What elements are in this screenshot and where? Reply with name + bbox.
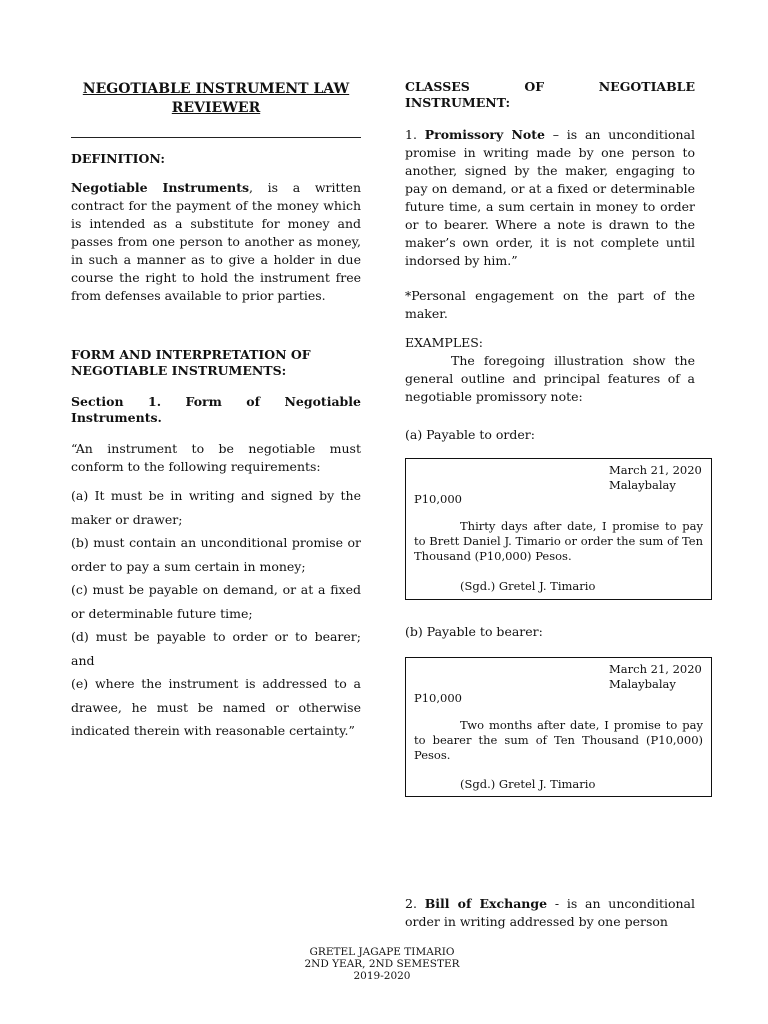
example-b-label: (b) Payable to bearer:: [405, 624, 543, 639]
footer-school-year: 2019-2020: [353, 970, 411, 982]
requirement-item: (e) where the instrument is addressed to a drawee, he must be named or otherwise indicated therein with reasonable certainty.”: [71, 676, 361, 738]
examples-text: The foregoing illustration show the general outline and principal features of a negotiable promissory note:: [405, 353, 695, 404]
document-title: NEGOTIABLE INSTRUMENT LAW REVIEWER: [82, 81, 350, 116]
title-divider: [71, 137, 361, 138]
definition-text: , is a written contract for the payment of the money which is intended as a substitute for money and passes from one person to another as money, in such a manner as to give a holder in due course the right to hold the instrument free from defenses available to prior parties.: [71, 180, 361, 303]
note-amount: P10,000: [414, 691, 462, 705]
form-heading: FORM AND INTERPRETATION OF NEGOTIABLE INSTRUMENTS:: [71, 347, 311, 378]
pn-term: Promissory Note: [424, 127, 545, 142]
requirements-list: [71, 484, 361, 743]
promissory-note-order-box: [405, 458, 712, 600]
boe-term: Bill of Exchange: [424, 896, 548, 911]
note-date: March 21, 2020: [609, 662, 702, 676]
section-heading: Section 1. Form of Negotiable Instruments.: [71, 394, 361, 425]
pn-text: – is an unconditional promise in writing made by one person to another, signed by the maker, engaging to pay on demand, or at a fixed or determinable future time, a sum certain in money to order or to bearer. Where a note is drawn to the maker’s own order, it is not complete until indorsed by him.”: [405, 127, 695, 268]
note-signature: (Sgd.) Gretel J. Timario: [460, 777, 596, 791]
footer-year: 2ND YEAR, 2ND SEMESTER: [304, 958, 460, 970]
example-a-label: (a) Payable to order:: [405, 427, 535, 442]
note-date-place: [609, 463, 709, 493]
page-footer: [250, 946, 514, 982]
promissory-note-bearer-box: [405, 657, 712, 797]
requirement-item: (d) must be payable to order or to bearer; and: [71, 629, 361, 668]
footer-author: GRETEL JAGAPE TIMARIO: [309, 946, 455, 958]
definition-heading: DEFINITION:: [71, 151, 165, 166]
requirement-item: (a) It must be in writing and signed by the maker or drawer;: [71, 488, 361, 527]
note-body: Two months after date, I promise to pay to bearer the sum of Ten Thousand (P10,000) Pesos.: [414, 718, 703, 762]
definition-paragraph: [71, 179, 361, 305]
note-signature: (Sgd.) Gretel J. Timario: [460, 579, 596, 593]
note-place: Malaybalay: [609, 478, 676, 492]
bill-of-exchange-definition: [405, 895, 695, 931]
note-place: Malaybalay: [609, 677, 676, 691]
classes-heading: CLASSES OF NEGOTIABLE INSTRUMENT:: [405, 79, 695, 110]
note-date: March 21, 2020: [609, 463, 702, 477]
requirement-item: (c) must be payable on demand, or at a fixed or determinable future time;: [71, 582, 361, 621]
note-date-place: [609, 662, 709, 692]
examples-heading: EXAMPLES:: [405, 335, 484, 350]
pn-number: 1.: [405, 127, 425, 142]
definition-term: Negotiable Instruments: [71, 180, 250, 195]
boe-text: - is an unconditional order in writing addressed by one person: [405, 896, 695, 929]
promissory-note-definition: [405, 126, 695, 270]
note-amount: P10,000: [414, 492, 462, 506]
note-body: Thirty days after date, I promise to pay to Brett Daniel J. Timario or order the sum of Ten Thousand (P10,000) Pesos.: [414, 519, 703, 563]
pn-note: *Personal engagement on the part of the maker.: [405, 288, 695, 321]
requirement-item: (b) must contain an unconditional promise or order to pay a sum certain in money;: [71, 535, 361, 574]
boe-number: 2.: [405, 896, 425, 911]
section-intro: “An instrument to be negotiable must conform to the following requirements:: [71, 441, 361, 474]
